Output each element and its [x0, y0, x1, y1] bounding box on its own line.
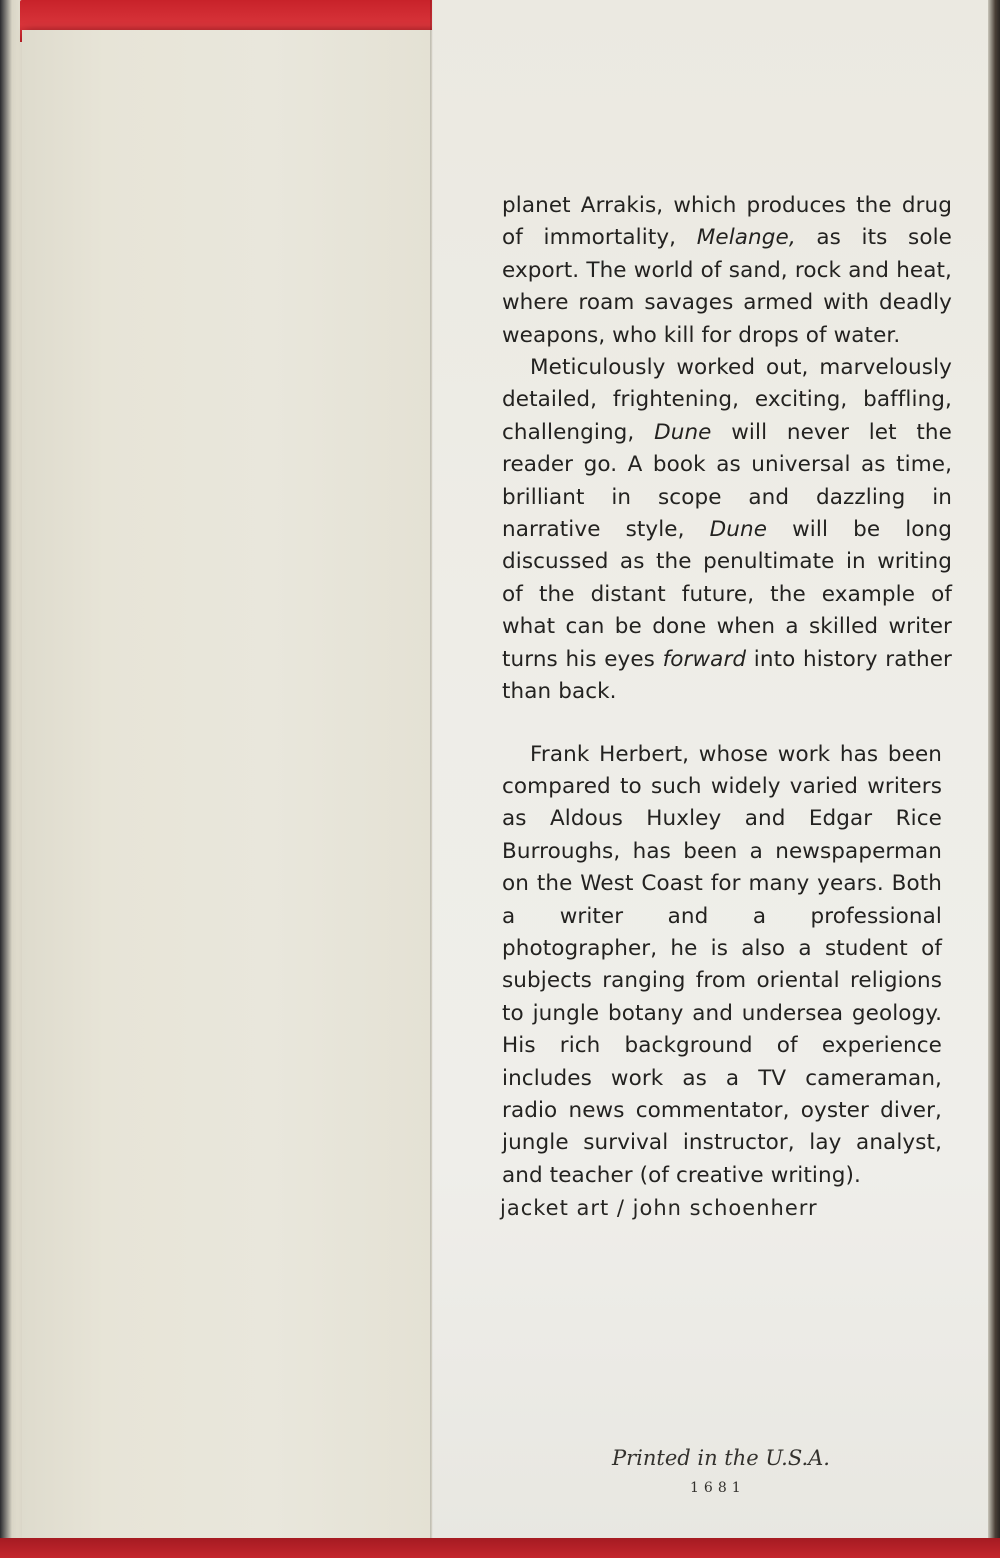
text-run: as its sole export. The world of sand, rock and heat, where roam savages armed with deadly weapons, who kill for drops of water.	[502, 225, 952, 348]
text-run: Meticulously worked out, marvelously detailed, frightening, exciting, baffling, challenging,	[502, 355, 952, 445]
text-run: will be long discussed as the penultimate in writing of the distant future, the example of what can be done when a skilled writer turns his eyes	[502, 517, 952, 672]
flap-copy	[502, 190, 952, 1192]
red-jacket-edge-bottom	[0, 1538, 1000, 1558]
right-cover-edge	[988, 0, 1000, 1558]
italic-run: Dune	[654, 419, 712, 445]
text-run: planet Arrakis, which produces the drug of immortality,	[502, 193, 952, 251]
print-code: 1681	[690, 1480, 746, 1496]
printed-in-usa: Printed in the U.S.A.	[612, 1446, 830, 1470]
author-bio: Frank Herbert, whose work has been compared to such widely varied writers as Aldous Huxley and Edgar Rice Burroughs, has been a newspaperman on the West Coast for many years. Both a writer and a professional photographer, he is also a student of subjects ranging from oriental religions to jungle botany and undersea geology. His rich background of experience includes work as a TV cameraman, radio news commentator, oyster diver, jungle survival instructor, lay analyst, and teacher (of creative writing).	[502, 741, 942, 1188]
text-run: into history rather than back.	[502, 646, 952, 705]
italic-run: forward	[662, 646, 747, 672]
fold-shadow	[430, 0, 433, 1545]
left-jacket-flap	[22, 30, 434, 1542]
jacket-art-credit: jacket art / john schoenherr	[500, 1196, 818, 1220]
italic-run: Melange,	[696, 225, 796, 251]
flap-paragraph-1	[502, 190, 952, 352]
italic-run: Dune	[709, 517, 768, 543]
text-run: will never let the reader go. A book as universal as time, brilliant in scope and dazzling in narrative style,	[502, 419, 952, 543]
flap-paragraph-2	[502, 352, 952, 708]
